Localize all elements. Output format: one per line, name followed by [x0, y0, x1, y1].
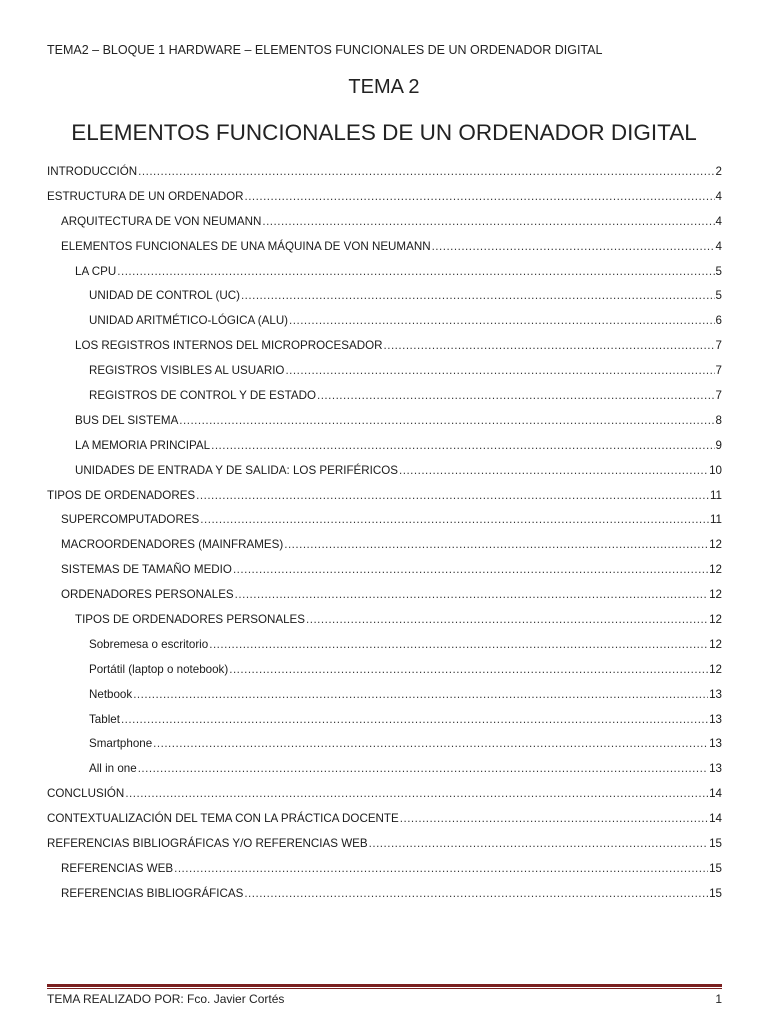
toc-leader-dots — [200, 508, 709, 533]
running-header: TEMA2 – BLOQUE 1 HARDWARE – ELEMENTOS FUNCIONALES DE UN ORDENADOR DIGITAL — [47, 43, 603, 57]
toc-entry-label[interactable]: CONTEXTUALIZACIÓN DEL TEMA CON LA PRÁCTICA DOCENTE — [47, 812, 399, 826]
toc-entry-page[interactable]: 7 — [715, 364, 722, 378]
toc-leader-dots — [117, 260, 714, 285]
toc-entry[interactable] — [47, 583, 722, 608]
toc-entry-label[interactable]: INTRODUCCIÓN — [47, 165, 138, 178]
toc-entry-page[interactable]: 12 — [709, 613, 722, 627]
toc-entry-page[interactable]: 11 — [709, 488, 722, 502]
toc-entry[interactable] — [47, 284, 722, 309]
toc-entry[interactable] — [47, 185, 722, 210]
toc-entry-label[interactable]: SUPERCOMPUTADORES — [61, 513, 200, 527]
toc-entry-page[interactable]: 13 — [709, 762, 722, 776]
toc-entry-page[interactable]: 14 — [709, 812, 722, 826]
toc-entry-page[interactable]: 4 — [715, 214, 722, 228]
toc-entry-label[interactable]: UNIDADES DE ENTRADA Y DE SALIDA: LOS PERIFÉRICOS — [75, 463, 398, 477]
toc-entry[interactable] — [47, 708, 722, 733]
footer-author: TEMA REALIZADO POR: Fco. Javier Cortés — [47, 992, 285, 1006]
toc-entry-page[interactable]: 15 — [709, 837, 722, 851]
toc-leader-dots — [235, 583, 708, 608]
toc-leader-dots — [399, 459, 708, 484]
toc-entry[interactable] — [47, 459, 722, 484]
toc-entry-page[interactable]: 12 — [709, 588, 722, 602]
toc-entry-page[interactable]: 6 — [715, 314, 722, 328]
toc-leader-dots — [284, 533, 708, 558]
toc-leader-dots — [306, 608, 708, 633]
toc-entry-label[interactable]: MACROORDENADORES (MAINFRAMES) — [61, 538, 284, 552]
toc-leader-dots — [400, 807, 708, 832]
toc-leader-dots — [121, 708, 708, 733]
toc-leader-dots — [233, 558, 708, 583]
toc-leader-dots — [244, 882, 708, 907]
toc-entry-page[interactable]: 13 — [709, 712, 722, 726]
toc-leader-dots — [369, 832, 708, 857]
toc-leader-dots — [262, 210, 714, 235]
toc-entry[interactable] — [47, 533, 722, 558]
toc-entry-page[interactable]: 15 — [709, 886, 722, 900]
toc-entry[interactable] — [47, 210, 722, 235]
toc-leader-dots — [289, 309, 715, 334]
toc-entry-page[interactable]: 14 — [709, 787, 722, 801]
toc-entry-label[interactable]: REFERENCIAS BIBLIOGRÁFICAS — [61, 886, 244, 900]
toc-entry-page[interactable]: 2 — [715, 165, 722, 178]
toc-entry-page[interactable]: 4 — [715, 239, 722, 253]
toc-entry[interactable] — [47, 235, 722, 260]
toc-entry[interactable] — [47, 334, 722, 359]
toc-entry-label[interactable]: LOS REGISTROS INTERNOS DEL MICROPROCESADOR — [75, 339, 383, 353]
footer-divider — [47, 984, 722, 987]
toc-entry-label[interactable]: SISTEMAS DE TAMAÑO MEDIO — [61, 563, 232, 577]
toc-entry[interactable] — [47, 160, 722, 185]
toc-entry-label[interactable]: ARQUITECTURA DE VON NEUMANN — [61, 214, 262, 228]
toc-entry-label[interactable]: UNIDAD ARITMÉTICO-LÓGICA (ALU) — [89, 314, 289, 328]
toc-leader-dots — [241, 284, 715, 309]
toc-entry[interactable] — [47, 658, 722, 683]
toc-entry-label[interactable]: Sobremesa o escritorio — [89, 637, 209, 651]
toc-entry[interactable] — [47, 633, 722, 658]
toc-leader-dots — [133, 683, 708, 708]
toc-entry-label[interactable]: LA CPU — [75, 264, 117, 278]
toc-entry-page[interactable]: 12 — [709, 538, 722, 552]
toc-entry-page[interactable]: 13 — [709, 687, 722, 701]
toc-entry-page[interactable]: 9 — [715, 438, 722, 452]
toc-entry[interactable] — [47, 608, 722, 633]
toc-leader-dots — [384, 334, 715, 359]
toc-entry-label[interactable]: ORDENADORES PERSONALES — [61, 588, 234, 602]
toc-entry-label[interactable]: Smartphone — [89, 737, 153, 751]
toc-entry[interactable] — [47, 409, 722, 434]
toc-entry-label[interactable]: REGISTROS VISIBLES AL USUARIO — [89, 364, 285, 378]
toc-leader-dots — [138, 160, 714, 185]
toc-entry[interactable] — [47, 260, 722, 285]
toc-entry[interactable] — [47, 757, 722, 782]
toc-entry-label[interactable]: UNIDAD DE CONTROL (UC) — [89, 289, 240, 303]
toc-entry-page[interactable]: 11 — [709, 513, 722, 527]
toc-entry-label[interactable]: BUS DEL SISTEMA — [75, 413, 179, 427]
toc-entry[interactable] — [47, 508, 722, 533]
toc-leader-dots — [153, 732, 708, 757]
toc-entry[interactable] — [47, 683, 722, 708]
toc-leader-dots — [174, 857, 708, 882]
toc-entry-label[interactable]: Tablet — [89, 712, 120, 726]
toc-entry-label[interactable]: REGISTROS DE CONTROL Y DE ESTADO — [89, 389, 316, 403]
toc-leader-dots — [317, 384, 715, 409]
toc-entry-page[interactable]: 5 — [715, 264, 722, 278]
toc-entry-label[interactable]: LA MEMORIA PRINCIPAL — [75, 438, 211, 452]
toc-entry-label[interactable]: REFERENCIAS WEB — [61, 861, 174, 875]
toc-leader-dots — [125, 782, 708, 807]
toc-entry[interactable] — [47, 558, 722, 583]
toc-entry-page[interactable]: 7 — [715, 389, 722, 403]
toc-leader-dots — [209, 633, 708, 658]
toc-leader-dots — [432, 235, 715, 260]
toc-entry[interactable] — [47, 484, 722, 509]
toc-entry-label[interactable]: TIPOS DE ORDENADORES PERSONALES — [75, 613, 305, 627]
toc-entry-label[interactable]: TIPOS DE ORDENADORES — [47, 488, 196, 502]
toc-entry-page[interactable]: 12 — [709, 563, 722, 577]
toc-entry-label[interactable]: ESTRUCTURA DE UN ORDENADOR — [47, 189, 244, 203]
toc-leader-dots — [196, 484, 709, 509]
toc-entry-label[interactable]: Netbook — [89, 687, 133, 701]
table-of-contents — [47, 160, 722, 907]
toc-entry[interactable] — [47, 782, 722, 807]
toc-entry-page[interactable]: 15 — [709, 861, 722, 875]
toc-entry[interactable] — [47, 832, 722, 857]
footer-divider-thin — [47, 988, 722, 989]
page-title: ELEMENTOS FUNCIONALES DE UN ORDENADOR DIGITAL — [71, 120, 697, 145]
toc-entry-label[interactable]: REFERENCIAS BIBLIOGRÁFICAS Y/O REFERENCIAS WEB — [47, 837, 368, 851]
toc-entry-label[interactable]: CONCLUSIÓN — [47, 787, 125, 801]
toc-entry[interactable] — [47, 882, 722, 907]
toc-entry-page[interactable]: 12 — [709, 637, 722, 651]
toc-entry[interactable] — [47, 359, 722, 384]
toc-leader-dots — [244, 185, 714, 210]
toc-entry[interactable] — [47, 732, 722, 757]
toc-entry[interactable] — [47, 384, 722, 409]
toc-entry[interactable] — [47, 807, 722, 832]
toc-entry-label[interactable]: Portátil (laptop o notebook) — [89, 662, 229, 676]
toc-leader-dots — [138, 757, 708, 782]
toc-entry-page[interactable]: 8 — [715, 413, 722, 427]
toc-entry-label[interactable]: ELEMENTOS FUNCIONALES DE UNA MÁQUINA DE VON NEUMANN — [61, 239, 431, 253]
toc-leader-dots — [179, 409, 714, 434]
toc-leader-dots — [211, 434, 714, 459]
toc-entry-page[interactable]: 7 — [715, 339, 722, 353]
toc-entry-page[interactable]: 10 — [709, 463, 722, 477]
toc-entry[interactable] — [47, 857, 722, 882]
toc-entry-page[interactable]: 4 — [715, 189, 722, 203]
toc-entry-page[interactable]: 12 — [709, 662, 722, 676]
toc-leader-dots — [285, 359, 714, 384]
toc-entry-page[interactable]: 5 — [715, 289, 722, 303]
toc-leader-dots — [229, 658, 708, 683]
toc-entry-label[interactable]: All in one — [89, 762, 137, 776]
toc-entry[interactable] — [47, 309, 722, 334]
toc-entry-page[interactable]: 13 — [709, 737, 722, 751]
toc-entry[interactable] — [47, 434, 722, 459]
footer-page-number: 1 — [715, 992, 722, 1006]
tema-number: TEMA 2 — [348, 76, 420, 98]
